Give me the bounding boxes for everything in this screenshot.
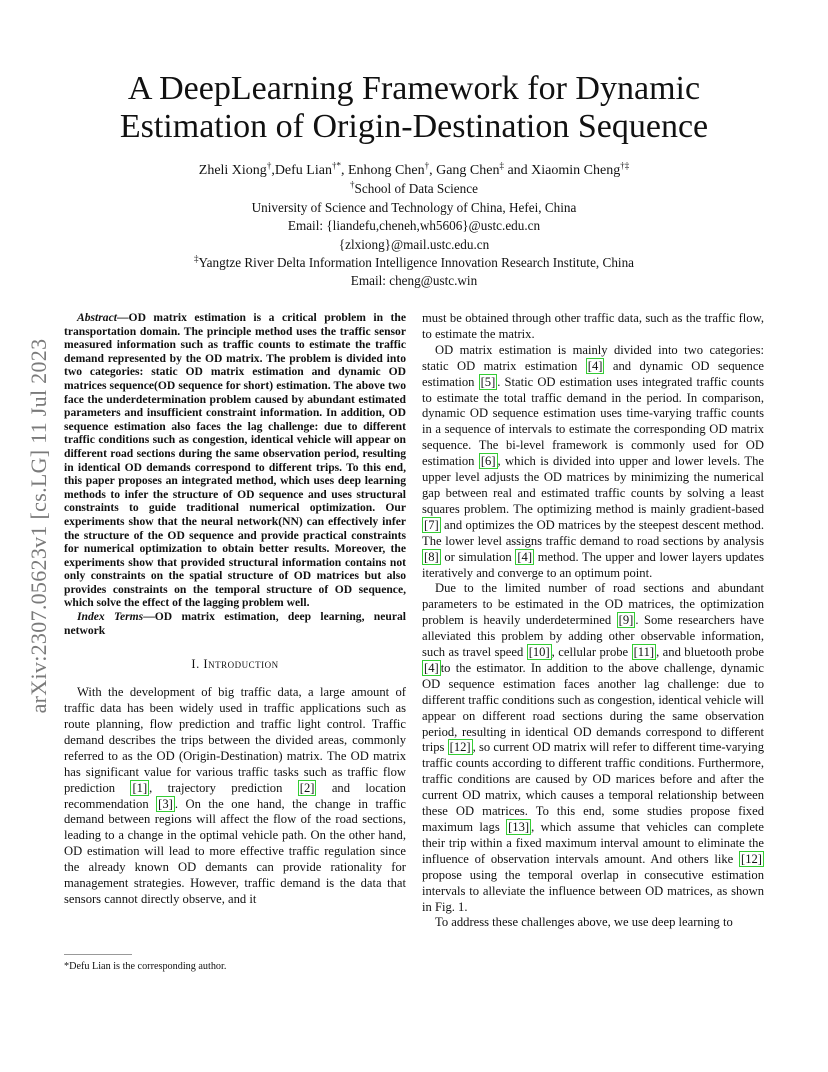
index-terms-lead: Index Terms (77, 610, 144, 624)
right-column (422, 311, 764, 931)
footnote-divider (64, 954, 132, 955)
abstract (64, 311, 406, 610)
citation-link[interactable]: [8] (424, 549, 439, 564)
right-paragraph-continuation: must be obtained through other traffic data, such as the traffic flow, to estimate the matrix. (422, 311, 764, 341)
body-text: , and bluetooth probe (656, 645, 764, 660)
author-4-mark: ‡ (499, 160, 504, 171)
affiliation-1 (0, 180, 828, 198)
citation-link[interactable]: [5] (480, 374, 496, 389)
citation-link[interactable]: [4] (587, 358, 603, 373)
author-1-mark: † (266, 160, 272, 171)
body-text: and optimizes the OD matrices by the steepest descent method. The lower level assigns traffic demand to road sections by analysis (422, 517, 764, 548)
body-text: , trajectory prediction (149, 780, 298, 795)
body-text: and dynamic OD sequence estimation (422, 358, 764, 389)
abstract-lead: Abstract (77, 311, 117, 324)
body-text: to the estimator. In addition to the above challenge, dynamic OD sequence estimation faces another lag challenge: due to different traffic conditions such as congestion, identical vehicle will appear on different road sections during the same observation period, resulting in identical OD demands correspond to different trips (422, 660, 764, 755)
index-terms (64, 610, 406, 637)
affiliation-2-text: Yangtze River Delta Information Intelligence Innovation Research Institute, China (198, 255, 635, 271)
title-line-2: Estimation of Origin-Destination Sequence (119, 108, 709, 145)
citation-link[interactable]: [2] (299, 780, 315, 795)
body-text: , cellular probe (551, 645, 632, 660)
paper-title (0, 70, 828, 146)
abstract-text: —OD matrix estimation is a critical problem in the transportation domain. The principle method uses the traffic sensor measured information such as traffic counts to estimate the traffic demand represented by the OD matrix. The problem is divided into two categories: static OD matrix estimation and dynamic OD matrices sequence(OD sequence for short) estimation. The above two face the underdetermination problem caused by abundant estimated parameters and insufficient constraint information. In addition, OD sequence estimation also faces the lag challenge: due to different traffic conditions such as congestion, identical vehicle will appear on different road sections during the same observation period, resulting in identical OD demands correspond to different trips. To this end, this paper proposes an integrated method, which uses deep learning methods to infer the structure of OD sequence and uses structural constraints to guide traditional numerical optimization. Our experiments show that the neural network(NN) can effectively infer the structure of the OD sequence and provide practical constraints for numerical optimization to obtain better results. Moreover, the experiments show that provided structural information contains not only constraints on the spatial structure of OD matrices but also provides constraints on the temporal structure of OD sequence, which solve the effect of the lagging problem well. (64, 311, 406, 610)
body-text: With the development of big traffic data, a large amount of traffic data has been widely used in traffic applications such as route planning, flow prediction and traffic light control. Traffic demand describes the trips between the divided areas, commonly referred to as the OD (Origin-Destination) matrix. The OD matrix has significant value for various traffic tasks such as traffic flow prediction (64, 685, 406, 795)
citation-link[interactable]: [13] (508, 820, 530, 834)
intro-paragraph-1 (64, 685, 406, 908)
citation-link[interactable]: [12] (449, 740, 471, 755)
author-1: Zheli Xiong (198, 163, 267, 178)
body-text: and location recommendation (64, 780, 406, 811)
right-paragraph-3: To address these challenges above, we use deep learning to (435, 915, 733, 930)
affiliation-1-text: School of Data Science (354, 181, 478, 197)
arxiv-stamp-text: arXiv:2307.05623v1 [cs.LG] 11 Jul 2023 (26, 338, 51, 714)
body-text: method. The upper and lower layers updates iteratively and converge to an optimum point. (422, 549, 765, 580)
body-text: , so current OD matrix will refer to different time-varying traffic counts according to different traffic conditions. Furthermore, traffic conditions are caused by OD marices before and after the current OD matrix, which causes a temporal relationship between these OD matrices. To this end, some studies propose fixed maximum lags (422, 740, 764, 834)
body-text: OD matrix estimation is mainly divided into two categories: static OD matrix estimation (422, 342, 764, 373)
right-paragraph-2 (422, 581, 764, 915)
author-5: and Xiaomin Cheng (503, 163, 621, 178)
author-names (0, 162, 828, 180)
left-column (64, 311, 406, 908)
affiliation-1-email-2: {zlxiong}@mail.ustc.edu.cn (338, 236, 490, 252)
body-text: Due to the limited number of road sections and abundant parameters to be estimated in the OD matrices, the optimization problem is heavily underdetermined (422, 581, 764, 628)
citation-link[interactable]: [12] (741, 851, 762, 866)
citation-link[interactable]: [3] (158, 796, 173, 811)
citation-link[interactable]: [4] (424, 660, 439, 675)
affiliation-1-institution: University of Science and Technology of China, Hefei, China (251, 199, 577, 215)
author-3-mark: † (424, 160, 430, 171)
affiliation-2-mark: ‡ (193, 253, 199, 264)
body-text: , which assume that vehicles can complete their trip within a fixed maximum interval amount to eliminate the influence of observation intervals amount. And others like (422, 820, 764, 866)
affiliation-2 (0, 254, 828, 272)
affiliation-1-email: Email: {liandefu,cheneh,wh5606}@ustc.edu.cn (287, 218, 541, 234)
author-block (0, 162, 828, 291)
affiliation-1-mark: † (350, 180, 355, 191)
citation-link[interactable]: [6] (480, 454, 496, 469)
author-3: , Enhong Chen (340, 163, 425, 178)
arxiv-identifier-stamp (22, 296, 56, 756)
citation-link[interactable]: [11] (633, 645, 655, 660)
citation-link[interactable]: [7] (424, 517, 439, 532)
right-paragraph-1 (422, 343, 764, 582)
body-text: , which is divided into upper and lower levels. The upper level adjusts the OD matrices by minimizing the numerical gap between real and estimated traffic counts by solving a least squares problem. The optimizing method is mainly gradient-based (422, 454, 764, 516)
footnote: *Defu Lian is the corresponding author. (64, 961, 227, 972)
section-heading-introduction: I. Introduction (191, 657, 279, 672)
citation-link[interactable]: [4] (517, 549, 533, 564)
author-2: ,Defu Lian (271, 163, 332, 178)
title-line-1: A DeepLearning Framework for Dynamic (127, 70, 701, 107)
author-4: , Gang Chen (429, 163, 500, 178)
citation-link[interactable]: [10] (528, 645, 550, 660)
author-5-mark: †‡ (620, 160, 630, 171)
body-text: . Static OD estimation uses integrated traffic counts to estimate the total traffic demand in the period. In comparison, dynamic OD sequence estimation uses time-varying traffic counts in a sequence of intervals to estimate the corresponding OD matrix sequence. The bi-level framework is commonly used for OD estimation (422, 374, 764, 469)
citation-link[interactable]: [1] (132, 780, 148, 795)
affiliation-2-email: Email: cheng@ustc.win (350, 273, 478, 289)
body-text: or simulation (440, 549, 516, 564)
body-text: . Some researchers have alleviated this problem by adding other observable information, such as travel speed (422, 613, 764, 660)
index-terms-text: —OD matrix estimation, deep learning, neural network (64, 610, 406, 637)
body-text: . On the one hand, the change in traffic demand between regions will affect the flow of the road sections, leading to a change in the optimal vehicle path. On the other hand, OD estimation will lead to more effective traffic regulation since the already known OD demants can provide rationality for management strategies. However, traffic demand is the data that sensors cannot directly observe, and it (64, 796, 406, 906)
body-text: propose using the temporal overlap in consecutive estimation intervals to alleviate the influence between OD matrices, as shown in Fig. 1. (422, 867, 764, 914)
author-2-mark: †* (331, 160, 341, 171)
citation-link[interactable]: [9] (618, 613, 634, 628)
